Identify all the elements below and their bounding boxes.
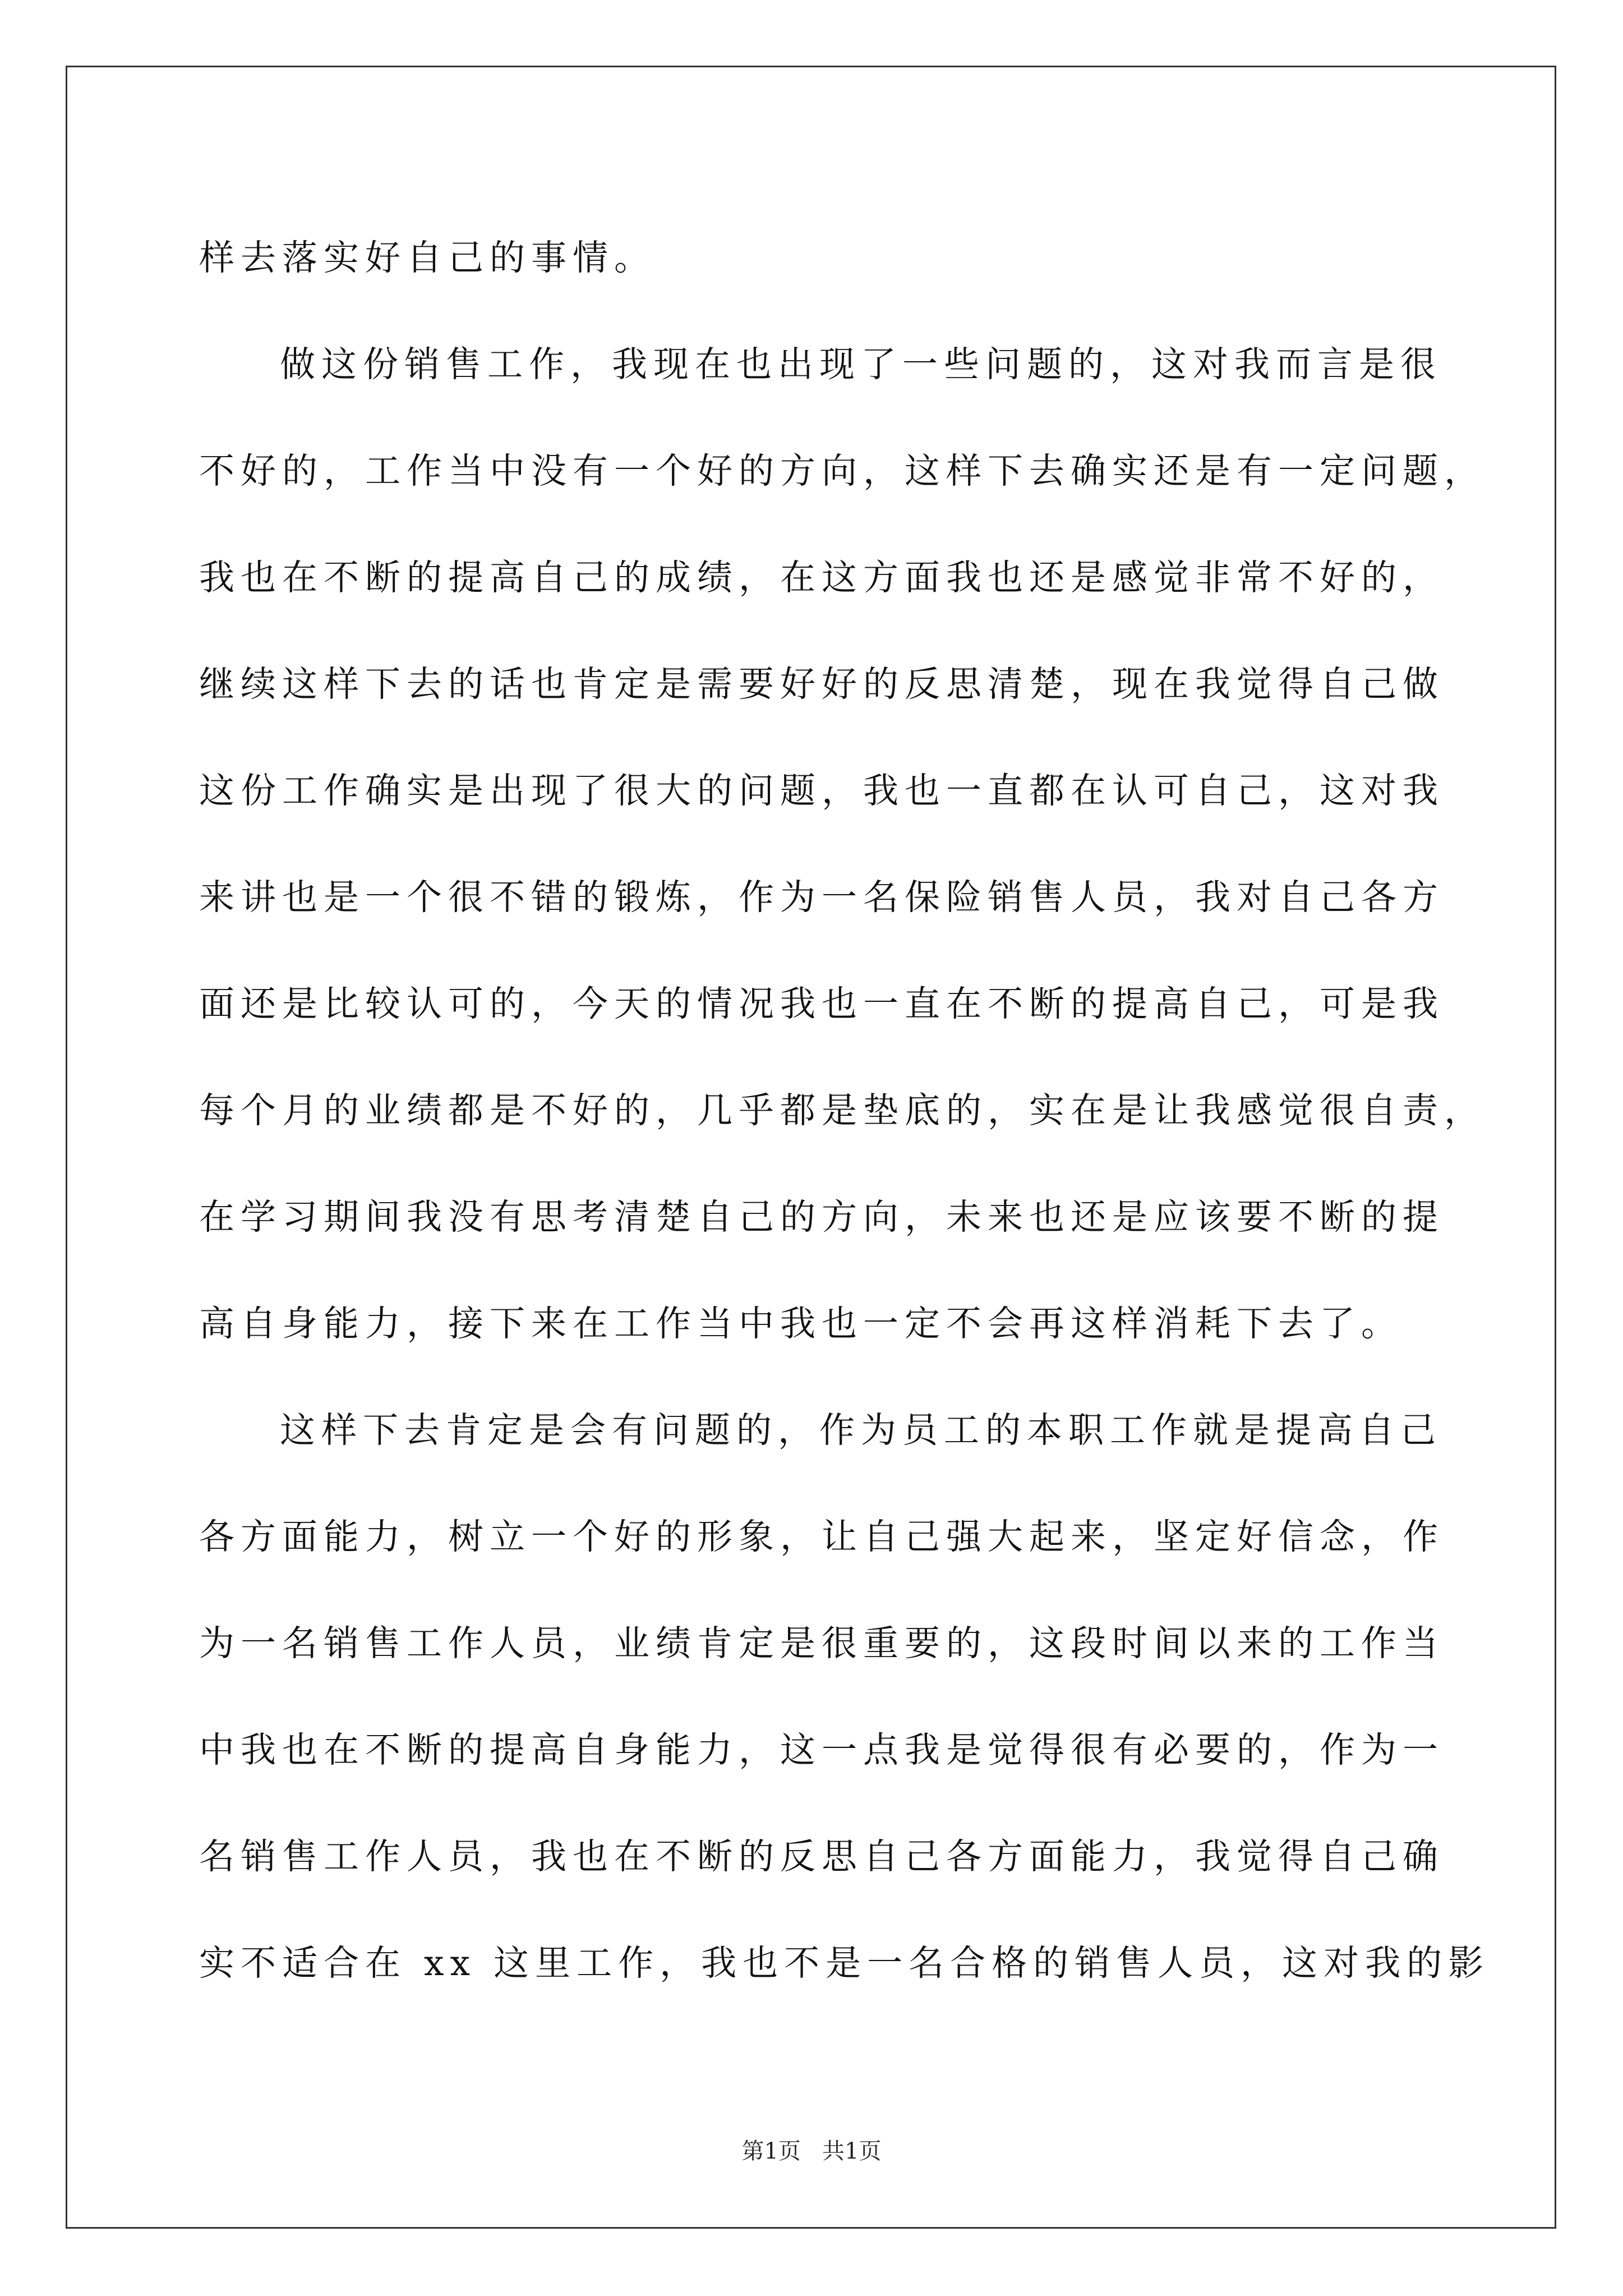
text-line: 这样下去肯定是会有问题的，作为员工的本职工作就是提高自己 [280,1410,1442,1451]
text-line: 做这份销售工作，我现在也出现了一些问题的，这对我而言是很 [280,344,1442,385]
text-line: 名销售工作人员，我也在不断的反思自己各方面能力，我觉得自己确 [199,1836,1444,1877]
text-line: 样去落实好自己的事情。 [199,237,656,278]
text-line: 在学习期间我没有思考清楚自己的方向，未来也还是应该要不断的提 [199,1197,1444,1237]
text-line: 不好的，工作当中没有一个好的方向，这样下去确实还是有一定问题， [199,450,1486,491]
text-line: 各方面能力，树立一个好的形象，让自己强大起来，坚定好信念，作 [199,1516,1444,1557]
text-line: 高自身能力，接下来在工作当中我也一定不会再这样消耗下去了。 [199,1303,1403,1344]
text-line: 为一名销售工作人员，业绩肯定是很重要的，这段时间以来的工作当 [199,1623,1444,1664]
text-line: 我也在不断的提高自己的成绩，在这方面我也还是感觉非常不好的， [199,557,1444,598]
text-line: 继续这样下去的话也肯定是需要好好的反思清楚，现在我觉得自己做 [199,664,1444,705]
text-line: 来讲也是一个很不错的锻炼，作为一名保险销售人员，我对自己各方 [199,877,1444,918]
text-line: 实不适合在 xx 这里工作，我也不是一名合格的销售人员，这对我的影 [199,1943,1490,1984]
document-body [199,205,1490,2017]
page-number-footer: 第1页 共1页 [741,2138,882,2164]
text-line: 面还是比较认可的，今天的情况我也一直在不断的提高自己，可是我 [199,983,1444,1024]
text-line: 每个月的业绩都是不好的，几乎都是垫底的，实在是让我感觉很自责， [199,1090,1486,1131]
text-line: 中我也在不断的提高自身能力，这一点我是觉得很有必要的，作为一 [199,1729,1444,1770]
text-line: 这份工作确实是出现了很大的问题，我也一直都在认可自己，这对我 [199,770,1444,811]
